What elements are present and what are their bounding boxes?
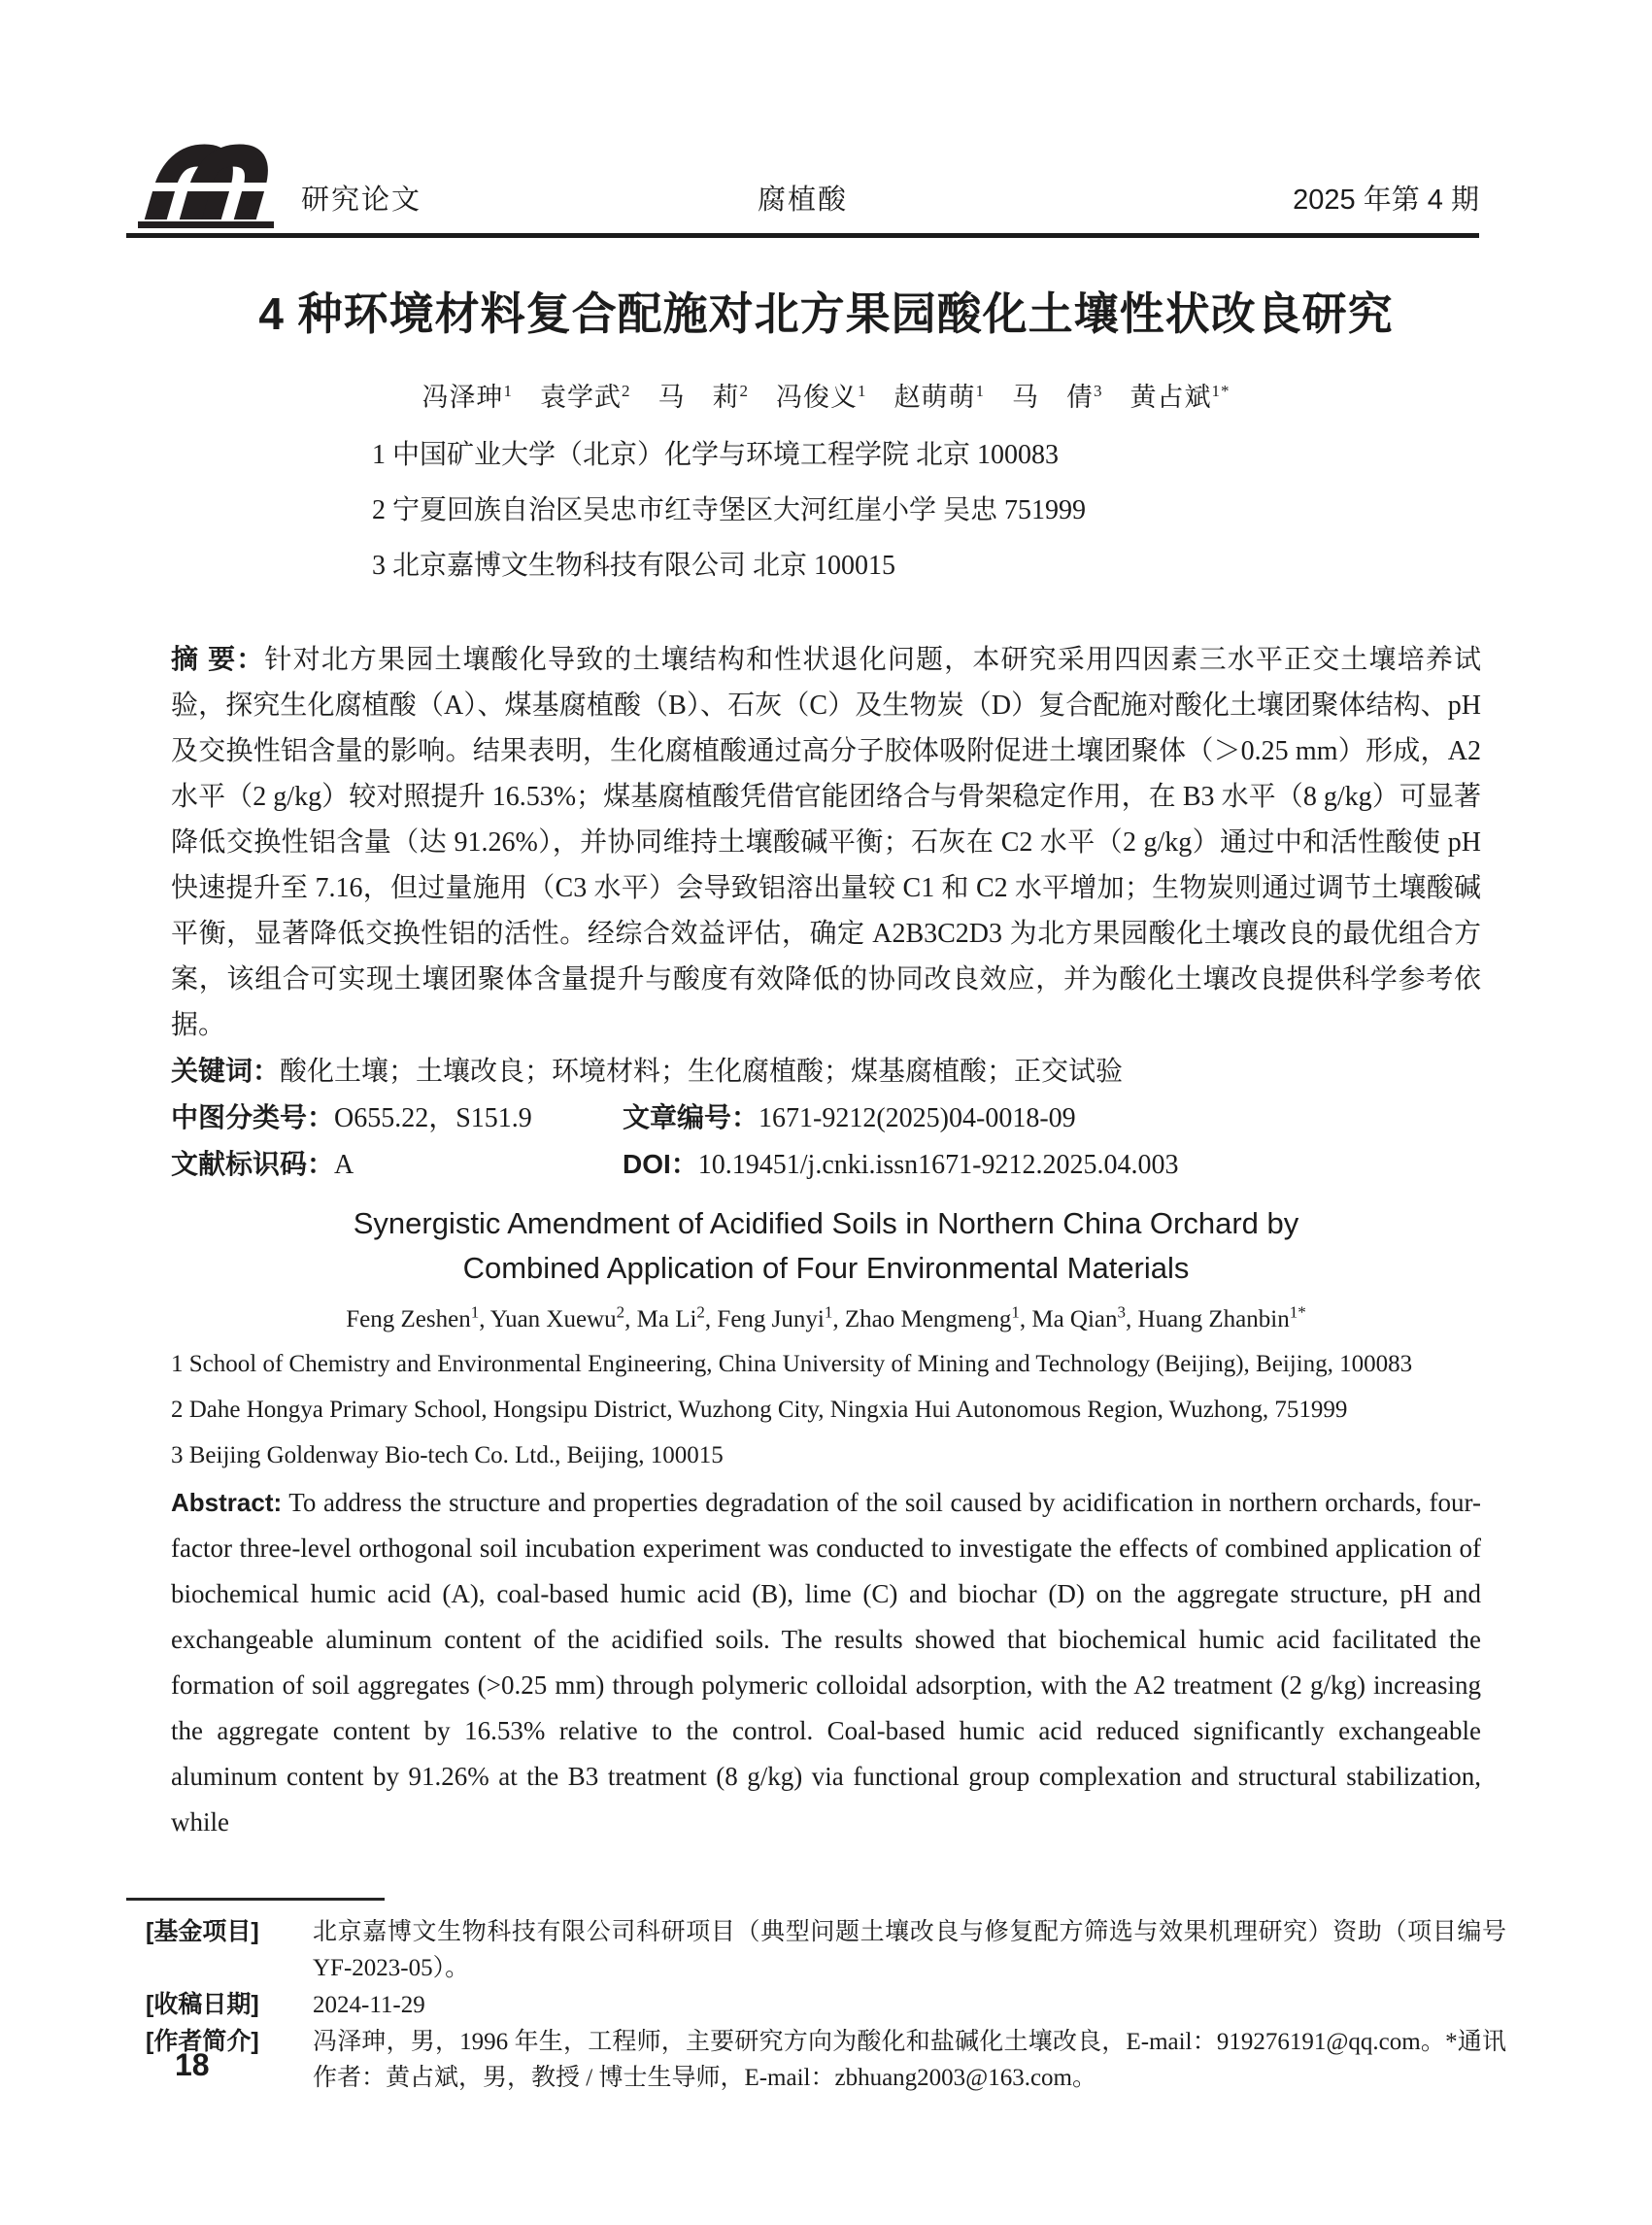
author-affil-sup: 2	[696, 1302, 705, 1322]
abstract-zh	[171, 636, 1481, 1048]
footnote-funding	[146, 1914, 1506, 1986]
paper-title-en	[171, 1201, 1481, 1291]
footnote-funding-label: [基金项目]	[146, 1918, 259, 1945]
author-name: 冯俊义$^1$	[776, 382, 867, 412]
footnotes	[0, 1901, 1652, 2096]
author-name: 袁学武$^2$	[540, 382, 631, 412]
author-name: Feng Junyi$^1$	[717, 1302, 833, 1332]
author-name: Feng Zeshen$^1$	[346, 1302, 480, 1332]
footnote-author-bio-text: 冯泽珅，男，1996 年生，工程师，主要研究方向为酸化和盐碱化土壤改良，E-mail：919276191@qq.com。*通讯作者：黄占斌，男，教授 / 博士生导师，E-mail：zbhuang2003@163.com。	[313, 2029, 1506, 2091]
author-affil-sup: 2	[739, 382, 749, 400]
author-affil-sup: 1	[858, 382, 867, 400]
doc-code-pair	[171, 1141, 623, 1188]
author-affil-sup: 1	[470, 1302, 480, 1322]
author-name: Yuan Xuewu$^2$	[489, 1302, 625, 1332]
article-id-label: 文章编号：	[623, 1102, 759, 1132]
affiliation-en-line: 3 Beijing Goldenway Bio-tech Co. Ltd., Beijing, 100015	[171, 1442, 724, 1468]
affiliation-en-line: 1 School of Chemistry and Environmental Engineering, China University of Mining and Technology (Beijing), Beijing, 100083	[171, 1351, 1413, 1377]
abstract-en-label: Abstract:	[171, 1488, 283, 1517]
main-content	[0, 636, 1652, 1845]
abstract-en	[171, 1480, 1481, 1845]
paper-title-en-line1: Synergistic Amendment of Acidified Soils in Northern China Orchard by	[353, 1206, 1299, 1240]
author-affil-sup: 1	[503, 382, 513, 400]
author-name: Ma Qian$^3$	[1031, 1302, 1127, 1332]
author-name: 马 莉$^2$	[657, 382, 749, 412]
header-left	[126, 142, 758, 231]
keywords-line	[171, 1048, 1481, 1095]
article-id-pair	[623, 1103, 1076, 1133]
abstract-zh-label: 摘 要：	[171, 644, 265, 674]
issue-label: 2025 年第 4 期	[1293, 185, 1479, 216]
article-id-value: 1671-9212(2025)04-0018-09	[759, 1103, 1076, 1133]
author-name: Zhao Mengmeng$^1$	[844, 1302, 1020, 1332]
doc-code-value: A	[334, 1150, 354, 1180]
author-name: Ma Li$^2$	[636, 1302, 705, 1332]
footnote-author-bio-label: [作者简介]	[146, 2028, 259, 2055]
header-row	[126, 142, 1479, 231]
affiliation-zh-line: 1 中国矿业大学（北京）化学与环境工程学院 北京 100083	[372, 440, 1060, 470]
clc-pair	[171, 1095, 623, 1141]
page-number: 18	[175, 2047, 210, 2082]
author-affil-sup: 1	[824, 1302, 833, 1322]
clc-value: O655.22，S151.9	[334, 1103, 532, 1133]
affiliation-en-line: 2 Dahe Hongya Primary School, Hongsipu District, Wuzhong City, Ningxia Hui Autonomous Region, Wuzhong, 751999	[171, 1397, 1348, 1423]
author-name: 赵萌萌$^1$	[893, 382, 985, 412]
author-name: 冯泽珅$^1$	[421, 382, 513, 412]
author-affil-sup: 3	[1094, 382, 1103, 400]
abstract-zh-text: 针对北方果园土壤酸化导致的土壤结构和性状退化问题，本研究采用四因素三水平正交土壤培养试验，探究生化腐植酸（A）、煤基腐植酸（B）、石灰（C）及生物炭（D）复合配施对酸化土壤团聚体结构、pH 及交换性铝含量的影响。结果表明，生化腐植酸通过高分子胶体吸附促进土壤团聚体（＞0.25 mm）形成，A2 水平（2 g/kg）较对照提升 16.53%；煤基腐植酸凭借官能团络合与骨架稳定作用，在 B3 水平（8 g/kg）可显著降低交换性铝含量（达 91.26%），并协同维持土壤酸碱平衡；石灰在 C2 水平（2 g/kg）通过中和活性酸使 pH 快速提升至 7.16，但过量施用（C3 水平）会导致铝溶出量较 C1 和 C2 水平增加；生物炭则通过调节土壤酸碱平衡，显著降低交换性铝的活性。经综合效益评估，确定 A2B3C2D3 为北方果园酸化土壤改良的最优组合方案，该组合可实现土壤团聚体含量提升与酸度有效降低的协同改良效应，并为酸化土壤改良提供科学参考依据。	[171, 645, 1481, 1040]
keywords-text: 酸化土壤；土壤改良；环境材料；生化腐植酸；煤基腐植酸；正交试验	[280, 1057, 1124, 1087]
doi-value: 10.19451/j.cnki.issn1671-9212.2025.04.003	[697, 1150, 1179, 1180]
author-affil-sup: 1	[1011, 1302, 1020, 1322]
footnote-received-date-label: [收稿日期]	[146, 1991, 259, 2018]
author-affil-sup: 2	[616, 1302, 625, 1322]
paper-title-en-line2: Combined Application of Four Environmental Materials	[462, 1251, 1190, 1285]
paper-title-zh: 4 种环境材料复合配施对北方果园酸化土壤性状改良研究	[258, 288, 1394, 339]
author-affil-sup: 1*	[1289, 1302, 1306, 1322]
author-affil-sup: 1*	[1211, 382, 1231, 400]
doi-pair	[623, 1150, 1178, 1180]
meta-row-1	[171, 1095, 1481, 1141]
author-affil-sup: 3	[1117, 1302, 1127, 1322]
doi-label: DOI：	[623, 1149, 698, 1179]
author-name: Huang Zhanbin$^{1*}$	[1137, 1302, 1306, 1332]
affiliations-en	[171, 1341, 1481, 1478]
authors-en: Feng Zeshen$^1$, Yuan Xuewu$^2$, Ma Li$^2$, Feng Junyi$^1$, Zhao Mengmeng$^1$, Ma Qian$^3$, Huang Zhanbin$^{1*}$	[346, 1302, 1306, 1332]
abstract-en-text: To address the structure and properties degradation of the soil caused by acidification in northern orchards, four-factor three-level orthogonal soil incubation experiment was conducted to investigate the effects of combined application of biochemical humic acid (A), coal-based humic acid (B), lime (C) and biochar (D) on the aggregate structure, pH and exchangeable aluminum content of the acidified soils. The results showed that biochemical humic acid facilitated the formation of soil aggregates (>0.25 mm) through polymeric colloidal adsorption, with the A2 treatment (2 g/kg) increasing the aggregate content by 16.53% relative to the control. Coal-based humic acid reduced significantly exchangeable aluminum content by 91.26% at the B3 treatment (8 g/kg) via functional group complexation and structural stabilization, while	[171, 1488, 1481, 1837]
author-affil-sup: 2	[622, 382, 631, 400]
journal-logo-icon	[126, 142, 274, 231]
authors-zh	[0, 376, 1652, 414]
author-affil-sup: 1	[975, 382, 985, 400]
footnote-funding-text: 北京嘉博文生物科技有限公司科研项目（典型问题土壤改良与修复配方筛选与效果机理研究）资助（项目编号 YF-2023-05）。	[313, 1919, 1506, 1981]
footnote-received-date-text: 2024-11-29	[313, 1992, 425, 2018]
doc-code-label: 文献标识码：	[171, 1149, 335, 1179]
footnote-received-date	[146, 1987, 1506, 2023]
keywords-label: 关键词：	[171, 1056, 281, 1086]
affiliation-zh-line: 2 宁夏回族自治区吴忠市红寺堡区大河红崖小学 吴忠 751999	[372, 495, 1087, 525]
page-header	[0, 0, 1652, 231]
author-name: 马 倩$^3$	[1012, 382, 1103, 412]
article-type-label: 研究论文	[301, 185, 422, 216]
affiliation-zh-line: 3 北京嘉博文生物科技有限公司 北京 100015	[372, 551, 896, 581]
journal-name: 腐植酸	[757, 185, 848, 216]
footnote-author-bio	[146, 2024, 1506, 2096]
meta-row-2	[171, 1141, 1481, 1188]
header-rule	[126, 233, 1479, 238]
author-name: 黄占斌$^{1*}$	[1129, 382, 1231, 412]
affiliations-zh	[372, 427, 1481, 593]
clc-label: 中图分类号：	[171, 1102, 335, 1132]
